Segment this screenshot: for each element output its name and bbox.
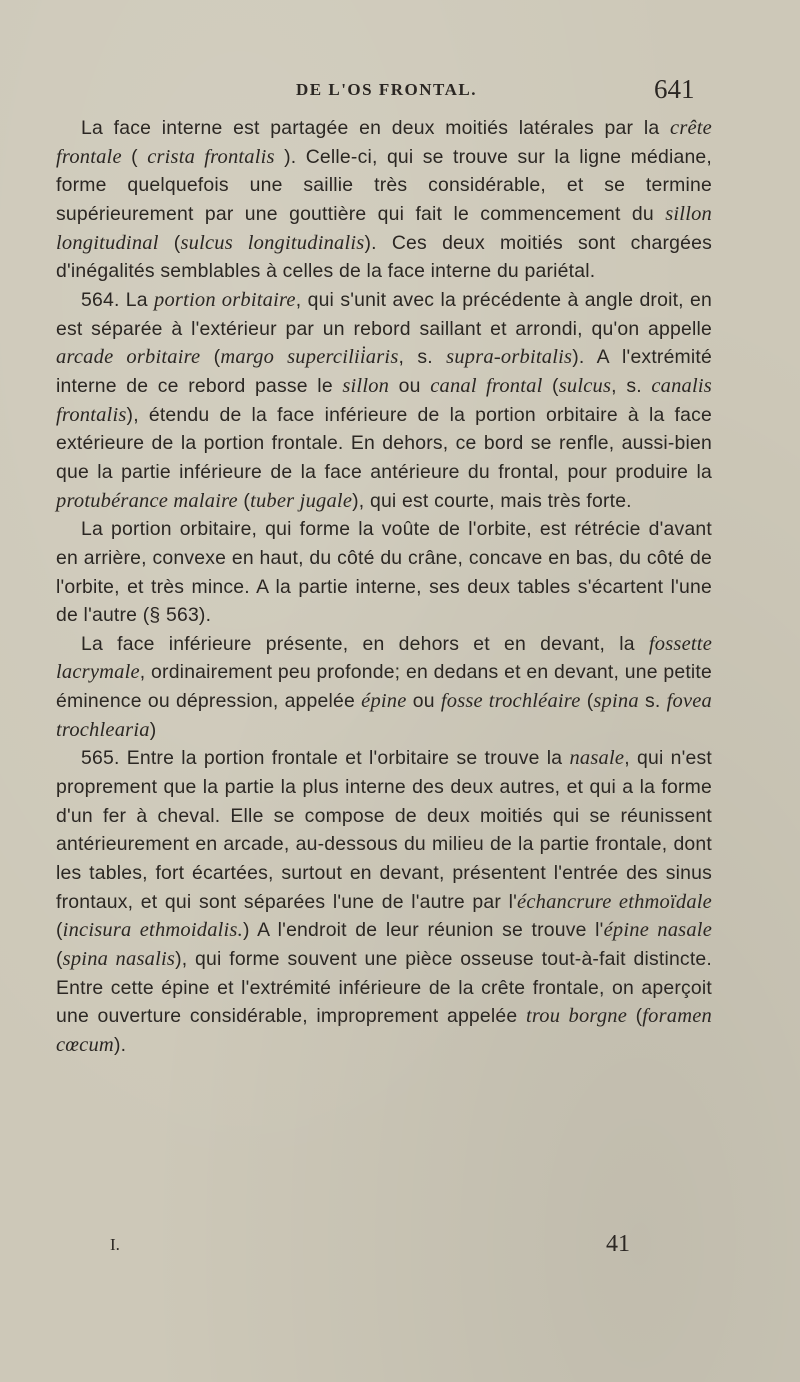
text-run: ( <box>158 231 181 254</box>
text-run: ( <box>627 1005 643 1028</box>
text-run: La face inférieure présente, en dehors et en devant, la <box>81 632 649 655</box>
text-run: ( <box>121 145 148 168</box>
italic-term: sillon <box>342 374 390 397</box>
italic-term: nasale <box>569 747 625 770</box>
italic-term: fosse trochléaire <box>440 690 581 713</box>
text-run: ) <box>149 718 157 741</box>
italic-term: spina nasalis <box>62 948 176 971</box>
page-header <box>0 74 800 110</box>
paragraph <box>56 630 712 745</box>
italic-term: sulcus <box>558 374 612 397</box>
body-text <box>56 114 712 1060</box>
text-run: s. <box>638 690 667 713</box>
text-run: La face interne est partagée en deux moitiés latérales par la <box>81 117 671 139</box>
italic-term: margo supercilii̇aris <box>220 346 399 369</box>
text-run: ( <box>580 690 594 713</box>
italic-term: sillon longitudinal <box>56 202 712 254</box>
text-run: 564. La <box>81 288 155 311</box>
page-footer <box>0 1231 800 1261</box>
text-run: ), qui forme souvent une pièce osseuse tout-à-fait distincte. Entre cette épine et l'extrémité inférieure de la crête frontale, on aperçoit une ouverture considérable, improprement appelée <box>56 948 712 1028</box>
italic-term: canal frontal <box>430 374 543 397</box>
page-number: 641 <box>654 74 695 104</box>
paragraph <box>56 286 712 515</box>
text-run: , s. <box>611 374 652 397</box>
text-run: La portion orbitaire, qui forme la voûte de l'orbite, est rétrécie d'avant en arrière, convexe en haut, du côté du crâne, concave en bas, du côté de l'orbite, et très mince. A la partie interne, ses deux tables s'écartent l'une de l'autre (§ 563). <box>56 518 712 627</box>
text-run: ( <box>542 374 559 397</box>
text-run: ou <box>406 690 441 713</box>
italic-term: trou borgne <box>525 1005 628 1028</box>
text-run: , qui n'est proprement que la partie la plus interne des deux autres, et qui a la forme d'un fer à cheval. Elle se compose de deux moitiés qui se réunissent antérieurement en arcade, au-dessous du milieu de la partie frontale, dont les tables, fort écartées, surtout en devant, présentent l'entrée des sinus frontaux, et qui sont séparées l'une de l'autre par l' <box>56 747 712 913</box>
italic-term: échancrure ethmoïdale <box>517 890 712 913</box>
italic-term: sulcus longitudinalis <box>180 231 365 254</box>
italic-term: supra-orbitalis <box>446 346 573 369</box>
italic-term: crête frontale <box>56 117 712 168</box>
text-run: ( <box>237 489 251 512</box>
italic-term: portion orbitaire <box>154 288 296 311</box>
italic-term: tuber jugale <box>250 489 353 512</box>
signature-mark: I. <box>110 1235 120 1254</box>
running-title: DE L'OS FRONTAL. <box>296 80 477 99</box>
text-run: ), étendu de la face inférieure de la portion orbitaire à la face extérieure de la portion frontale. En dehors, ce bord se renfle, aussi-bien que la partie inférieure de la face antérieure du frontal, pour produire la <box>56 403 712 483</box>
text-run: ). Ces deux moitiés sont chargées d'inégalités semblables à celles de la face interne du pariétal. <box>56 231 712 283</box>
paragraph <box>56 515 712 630</box>
italic-term: incisura ethmoidalis. <box>62 919 243 942</box>
paragraph <box>56 744 712 1059</box>
italic-term: crista frontalis <box>147 145 275 168</box>
text-run: 565. Entre la portion frontale et l'orbitaire se trouve la <box>81 747 570 770</box>
text-run: ( <box>200 346 221 369</box>
italic-term: spina <box>593 690 639 713</box>
italic-term: fovea trochlearia <box>56 690 713 741</box>
italic-term: arcade orbitaire <box>56 346 201 369</box>
italic-term: protubérance malaire <box>56 489 238 512</box>
text-run: ( <box>56 919 63 942</box>
text-run: ). <box>113 1034 127 1056</box>
text-run: ), qui est courte, mais très forte. <box>352 489 632 512</box>
paragraph <box>56 114 712 286</box>
italic-term: épine <box>361 690 407 713</box>
italic-term: épine nasale <box>603 919 712 942</box>
signature-number: 41 <box>606 1231 630 1257</box>
italic-term: fossette lacrymale <box>56 632 712 684</box>
text-run: ou <box>389 374 431 397</box>
text-run: ) A l'endroit de leur réunion se trouve l' <box>242 919 604 942</box>
text-run: , s. <box>398 346 447 369</box>
text-run: , qui s'unit avec la précédente à angle droit, en est séparée à l'extérieur par un rebord saillant et arrondi, qu'on appelle <box>56 288 712 340</box>
italic-term: foramen cœcum <box>56 1005 713 1056</box>
text-run: , ordinairement peu profonde; en dedans et en devant, une petite éminence ou dépression, appelée <box>56 661 712 713</box>
text-run: ). Celle-ci, qui se trouve sur la ligne médiane, forme quelquefois une saillie très considérable, et se termine supérieurement par une gouttière qui fait le commencement du <box>56 145 713 225</box>
text-run: ). A l'extrémité interne de ce rebord passe le <box>56 346 712 397</box>
italic-term: canalis frontalis <box>56 374 712 426</box>
text-run: ( <box>56 948 63 971</box>
